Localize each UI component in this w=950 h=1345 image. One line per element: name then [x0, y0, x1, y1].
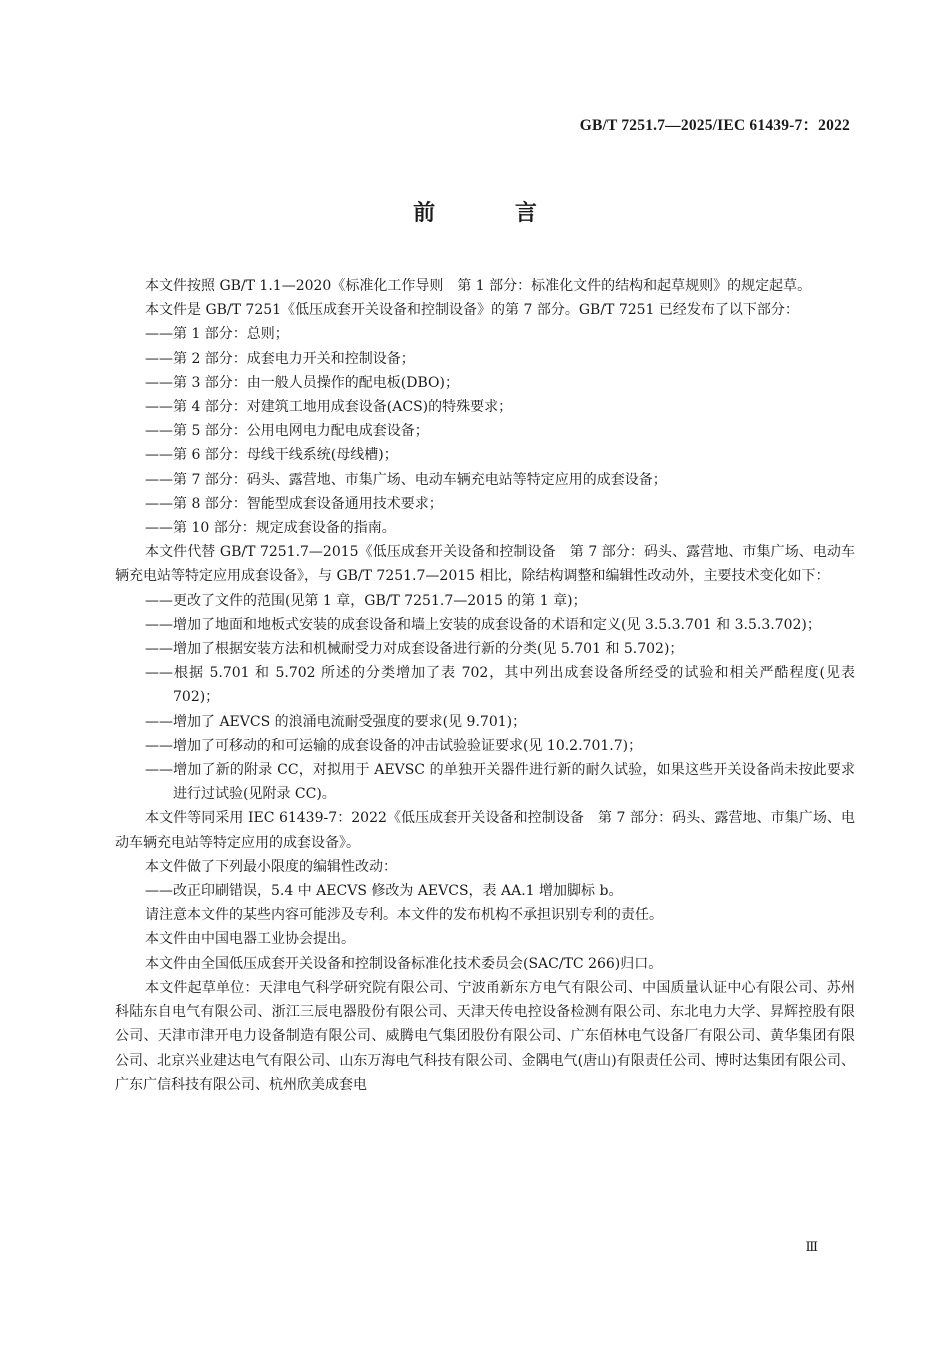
- foreword-body: [115, 274, 855, 1097]
- list-item: ——改正印刷错误，5.4 中 AECVS 修改为 AEVCS，表 AA.1 增加脚标 b。: [145, 883, 623, 900]
- drafting-units-paragraph: 本文件起草单位：天津电气科学研究院有限公司、宁波甬新东方电气有限公司、中国质量认证中心有限公司、苏州科陆东自电气有限公司、浙江三辰电器股份有限公司、天津天传电控设备检测有限公司、东北电力大学、昇辉控股有限公司、天津市津开电力设备制造有限公司、威腾电气集团股份有限公司、广东佰林电气设备厂有限公司、黄华集团有限公司、北京兴业建达电气有限公司、山东万海电气科技有限公司、金隅电气(唐山)有限责任公司、博时达集团有限公司、广东广信科技有限公司、杭州欣美成套电: [115, 979, 855, 1093]
- drafting-rule-paragraph: 本文件按照 GB/T 1.1—2020《标准化工作导则 第 1 部分：标准化文件的结构和起草规则》的规定起草。: [145, 278, 812, 294]
- editorial-changes-list: [115, 879, 855, 903]
- list-item: ——第 8 部分：智能型成套设备通用技术要求；: [145, 495, 443, 512]
- list-item: ——增加了可移动的和可运输的成套设备的冲击试验验证要求(见 10.2.701.7)；: [145, 737, 643, 754]
- adoption-statement-paragraph: 本文件等同采用 IEC 61439-7：2022《低压成套开关设备和控制设备 第 7 部分：码头、露营地、市集广场、电动车辆充电站等特定应用的成套设备》。: [115, 810, 855, 851]
- list-item: ——增加了根据安装方法和机械耐受力对成套设备进行新的分类(见 5.701 和 5.702)；: [145, 641, 684, 658]
- page-number: Ⅲ: [805, 1239, 818, 1254]
- committee-paragraph: 本文件由全国低压成套开关设备和控制设备标准化技术委员会(SAC/TC 266)归口。: [145, 955, 663, 972]
- series-statement-paragraph: 本文件是 GB/T 7251《低压成套开关设备和控制设备》的第 7 部分。GB/T 7251 已经发布了以下部分：: [145, 302, 799, 319]
- list-item: ——第 4 部分：对建筑工地用成套设备(ACS)的特殊要求；: [145, 399, 513, 416]
- technical-changes-list: [115, 589, 855, 807]
- list-item: ——第 3 部分：由一般人员操作的配电板(DBO)；: [145, 374, 459, 391]
- replacement-statement-paragraph: 本文件代替 GB/T 7251.7—2015《低压成套开关设备和控制设备 第 7 部分：码头、露营地、市集广场、电动车辆充电站等特定应用成套设备》，与 GB/T 7251.7—2015 相比，除结构调整和编辑性改动外，主要技术变化如下：: [115, 544, 855, 585]
- list-item: ——第 1 部分：总则；: [145, 326, 289, 343]
- standard-code-header: GB/T 7251.7—2025/IEC 61439-7：2022: [579, 117, 850, 134]
- page-title: 前 言: [413, 201, 573, 226]
- editorial-intro-paragraph: 本文件做了下列最小限度的编辑性改动：: [145, 858, 397, 875]
- list-item: ——第 6 部分：母线干线系统(母线槽)；: [145, 447, 398, 464]
- list-item: ——第 7 部分：码头、露营地、市集广场、电动车辆充电站等特定应用的成套设备；: [145, 471, 667, 488]
- list-item: ——第 10 部分：规定成套设备的指南。: [145, 520, 396, 537]
- list-item: ——第 5 部分：公用电网电力配电成套设备；: [145, 423, 429, 440]
- list-item: ——增加了新的附录 CC，对拟用于 AEVSC 的单独开关器件进行新的耐久试验，如果这些开关设备尚未按此要求进行过试验(见附录 CC)。: [145, 762, 855, 803]
- list-item: ——第 2 部分：成套电力开关和控制设备；: [145, 350, 415, 367]
- parts-list: [115, 322, 855, 540]
- patent-notice-paragraph: 请注意本文件的某些内容可能涉及专利。本文件的发布机构不承担识别专利的责任。: [145, 907, 663, 924]
- proposer-paragraph: 本文件由中国电器工业协会提出。: [145, 931, 355, 948]
- list-item: ——更改了文件的范围(见第 1 章，GB/T 7251.7—2015 的第 1 章)；: [145, 592, 587, 609]
- list-item: ——增加了地面和地板式安装的成套设备和墙上安装的成套设备的术语和定义(见 3.5.3.701 和 3.5.3.702)；: [145, 616, 821, 633]
- list-item: ——增加了 AEVCS 的浪涌电流耐受强度的要求(见 9.701)；: [145, 713, 527, 730]
- list-item: ——根据 5.701 和 5.702 所述的分类增加了表 702，其中列出成套设备所经受的试验和相关严酷程度(见表 702)；: [145, 665, 855, 706]
